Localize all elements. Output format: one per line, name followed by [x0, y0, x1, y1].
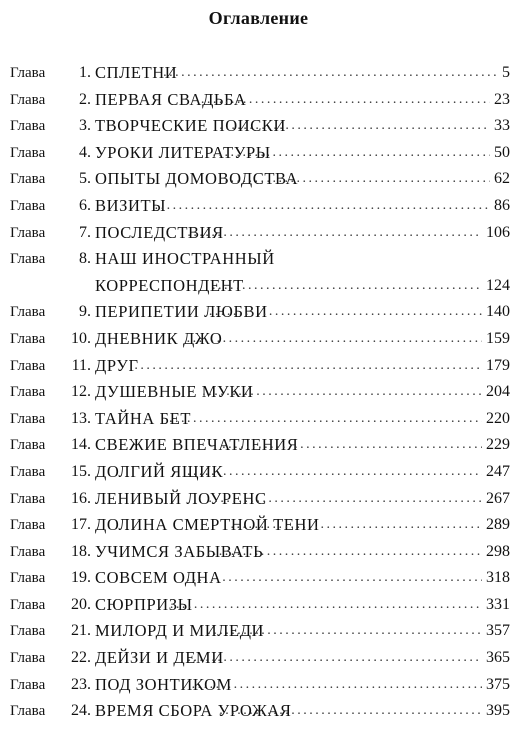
chapter-number: 7. [79, 223, 91, 241]
chapter-number: 3. [79, 117, 91, 135]
toc-entry[interactable] [10, 353, 510, 380]
page-number: 23 [494, 90, 510, 108]
chapter-number: 6. [79, 196, 91, 214]
dot-leader [169, 406, 482, 433]
dot-leader [155, 193, 490, 220]
page-number: 375 [486, 675, 510, 693]
dot-leader [202, 379, 482, 406]
dot-leader [207, 618, 482, 645]
chapter-prefix: Глава [10, 570, 46, 587]
chapter-prefix: Глава [10, 463, 46, 480]
dot-leader [208, 486, 482, 513]
toc-entry[interactable] [10, 592, 510, 619]
toc-entry[interactable] [10, 140, 510, 167]
toc-entry[interactable] [10, 406, 510, 433]
toc-entry[interactable] [10, 193, 510, 220]
chapter-title: ДРУГ [95, 355, 139, 375]
page-number: 395 [486, 702, 510, 720]
chapter-number: 24. [71, 702, 91, 720]
chapter-prefix: Глава [10, 304, 46, 321]
dot-leader [187, 220, 482, 247]
toc-entry[interactable] [10, 379, 510, 406]
chapter-prefix: Глава [10, 410, 46, 427]
page-number: 357 [486, 622, 510, 640]
chapter-title: ОПЫТЫ ДОМОВОДСТВА [95, 169, 299, 189]
chapter-prefix: Глава [10, 623, 46, 640]
chapter-number: 21. [71, 622, 91, 640]
dot-leader [207, 539, 482, 566]
dot-leader [187, 326, 482, 353]
chapter-title: ПОСЛЕДСТВИЯ [95, 222, 224, 242]
chapter-number: 14. [71, 436, 91, 454]
dot-leader [186, 565, 482, 592]
page-number: 220 [486, 409, 510, 427]
chapter-prefix: Глава [10, 384, 46, 401]
chapter-prefix: Глава [10, 437, 46, 454]
chapter-title-line-1: НАШ ИНОСТРАННЫЙ [95, 249, 275, 269]
chapter-title: УРОКИ ЛИТЕРАТУРЫ [95, 142, 271, 162]
chapter-title: ВИЗИТЫ [95, 195, 167, 215]
page-number: 229 [486, 436, 510, 454]
chapter-prefix: Глава [10, 65, 46, 81]
chapter-title: УЧИМСЯ ЗАБЫВАТЬ [95, 541, 264, 561]
chapter-prefix: Глава [10, 543, 46, 560]
dot-leader [219, 698, 482, 725]
toc-entry[interactable] [10, 565, 510, 592]
toc-entry[interactable] [10, 87, 510, 114]
chapter-title: СВЕЖИЕ ВПЕЧАТЛЕНИЯ [95, 435, 299, 455]
toc-entry[interactable] [10, 618, 510, 645]
page-number: 331 [486, 595, 510, 613]
chapter-prefix: Глава [10, 118, 46, 135]
toc-entry[interactable] [10, 113, 510, 140]
chapter-title: ПЕРИПЕТИИ ЛЮБВИ [95, 302, 268, 322]
chapter-title: ДНЕВНИК ДЖО [95, 328, 223, 348]
chapter-prefix: Глава [10, 144, 46, 161]
page-number: 159 [486, 329, 510, 347]
dot-leader [187, 645, 482, 672]
chapter-prefix: Глава [10, 357, 46, 374]
chapter-title: ДУШЕВНЫЕ МУКИ [95, 382, 254, 402]
toc-entry[interactable] [10, 512, 510, 539]
dot-leader [163, 60, 498, 87]
chapter-title: ДОЛГИЙ ЯЩИК [95, 461, 224, 481]
chapter-number: 4. [79, 143, 91, 161]
chapter-number: 1. [79, 64, 91, 81]
dot-leader [213, 140, 490, 167]
chapter-title: СОВСЕМ ОДНА [95, 568, 222, 588]
toc-entry[interactable] [10, 60, 510, 87]
chapter-prefix: Глава [10, 517, 46, 534]
chapter-title: ВРЕМЯ СБОРА УРОЖАЯ [95, 701, 292, 721]
toc-entry[interactable] [10, 432, 510, 459]
dot-leader [219, 113, 490, 140]
toc-entry[interactable] [10, 166, 510, 193]
chapter-prefix: Глава [10, 91, 46, 108]
chapter-title: ТАЙНА БЕТ [95, 408, 192, 428]
chapter-title-line-2: КОРРЕСПОНДЕНТ [95, 275, 244, 295]
page-number: 204 [486, 383, 510, 401]
toc-entry[interactable] [10, 486, 510, 513]
chapter-number: 5. [79, 170, 91, 188]
chapter-title: ТВОРЧЕСКИЕ ПОИСКИ [95, 116, 286, 136]
toc-entry[interactable] [10, 539, 510, 566]
page-number: 50 [494, 143, 510, 161]
dot-leader [201, 87, 490, 114]
table-of-contents [10, 60, 510, 725]
dot-leader [212, 273, 482, 300]
page-number: 298 [486, 542, 510, 560]
chapter-number: 18. [71, 542, 91, 560]
page-number: 289 [486, 516, 510, 534]
chapter-title: ЛЕНИВЫЙ ЛОУРЕНС [95, 488, 267, 508]
page-number: 124 [486, 276, 510, 294]
page-number: 267 [486, 489, 510, 507]
chapter-number: 8. [79, 250, 91, 268]
page-number: 140 [486, 303, 510, 321]
chapter-title: СЮРПРИЗЫ [95, 594, 193, 614]
chapter-prefix: Глава [10, 596, 46, 613]
chapter-number: 23. [71, 675, 91, 693]
chapter-number: 22. [71, 649, 91, 667]
chapter-title: ПЕРВАЯ СВАДЬБА [95, 89, 247, 109]
dot-leader [187, 459, 482, 486]
chapter-title: ПОД ЗОНТИКОМ [95, 674, 232, 694]
chapter-prefix: Глава [10, 703, 46, 720]
page-number: 33 [494, 117, 510, 135]
dot-leader [134, 353, 482, 380]
chapter-number: 13. [71, 409, 91, 427]
chapter-prefix: Глава [10, 490, 46, 507]
page-number: 86 [494, 196, 510, 214]
chapter-number: 12. [71, 383, 91, 401]
dot-leader [209, 299, 482, 326]
chapter-number: 17. [71, 516, 91, 534]
page-number: 247 [486, 462, 510, 480]
chapter-number: 20. [71, 595, 91, 613]
page-number: 5 [502, 64, 510, 81]
dot-leader [170, 592, 482, 619]
toc-entry[interactable] [10, 246, 510, 299]
chapter-title: ДЕЙЗИ И ДЕМИ [95, 648, 224, 668]
toc-entry[interactable] [10, 698, 510, 725]
chapter-number: 15. [71, 462, 91, 480]
dot-leader [230, 512, 482, 539]
page-number: 62 [494, 170, 510, 188]
chapter-prefix: Глава [10, 224, 46, 241]
toc-entry[interactable] [10, 299, 510, 326]
chapter-number: 16. [71, 489, 91, 507]
toc-entry[interactable] [10, 459, 510, 486]
chapter-title: МИЛОРД И МИЛЕДИ [95, 621, 265, 641]
toc-entry[interactable] [10, 672, 510, 699]
toc-entry[interactable] [10, 645, 510, 672]
chapter-number: 11. [71, 356, 91, 374]
toc-entry[interactable] [10, 220, 510, 247]
chapter-prefix: Глава [10, 676, 46, 693]
chapter-prefix: Глава [10, 171, 46, 188]
chapter-title: ДОЛИНА СМЕРТНОЙ ТЕНИ [95, 515, 320, 535]
page-number: 179 [486, 356, 510, 374]
page-number: 318 [486, 569, 510, 587]
chapter-prefix: Глава [10, 251, 46, 268]
chapter-title: СПЛЕТНИ [95, 63, 178, 82]
chapter-number: 2. [79, 90, 91, 108]
page-title: Оглавление [208, 8, 309, 28]
chapter-prefix: Глава [10, 197, 46, 214]
chapter-prefix: Глава [10, 650, 46, 667]
dot-leader [222, 432, 482, 459]
chapter-number: 10. [71, 329, 91, 347]
dot-leader [192, 672, 482, 699]
page-number: 365 [486, 649, 510, 667]
page-number: 106 [486, 223, 510, 241]
toc-entry[interactable] [10, 326, 510, 353]
chapter-prefix: Глава [10, 330, 46, 347]
chapter-number: 9. [79, 303, 91, 321]
chapter-number: 19. [71, 569, 91, 587]
dot-leader [225, 166, 490, 193]
